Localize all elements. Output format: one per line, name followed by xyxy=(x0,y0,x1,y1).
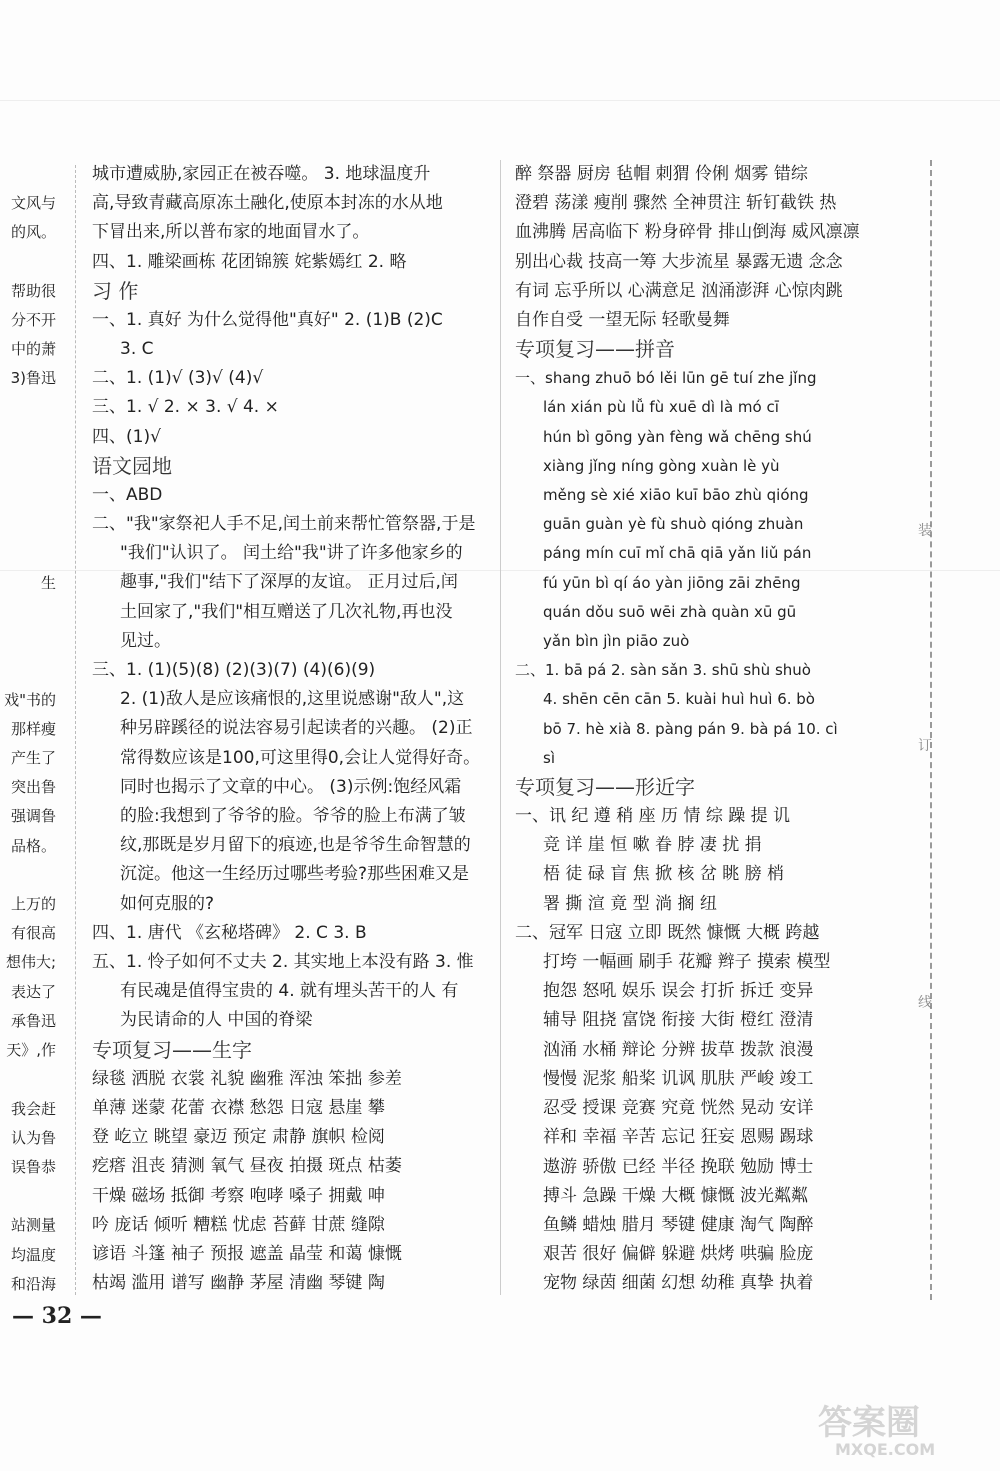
left-fragment-line xyxy=(0,248,62,277)
left-fragment-line: 那样瘦 xyxy=(10,719,56,738)
answer-line: 常得数应该是100,可这里得0,会让人觉得好奇。 xyxy=(120,747,481,768)
left-fragment-line xyxy=(0,598,62,627)
answer-line: 祥和 幸福 辛苦 忘记 狂妄 恩赐 踢球 xyxy=(543,1127,814,1148)
middle-column-divider xyxy=(500,160,501,1295)
answer-line: 打垮 一幅画 刷手 花瓣 辫子 摸索 模型 xyxy=(543,952,831,973)
answer-line: xiàng jǐng níng gòng xuàn lè yù xyxy=(543,456,780,475)
answer-line: 为民请命的人 中国的脊梁 xyxy=(120,1010,313,1031)
answer-line: 抱怨 怒吼 娱乐 误会 打折 拆迁 变异 xyxy=(543,981,814,1002)
answer-line: 搏斗 急躁 干燥 大概 慷慨 波光粼粼 xyxy=(543,1185,809,1206)
answer-line: 同时也揭示了文章的中心。 (3)示例:饱经风霜 xyxy=(120,776,462,797)
left-fragment-line: 误鲁恭 xyxy=(10,1157,56,1176)
left-fragment-line: 想伟大; xyxy=(5,953,56,972)
answer-line: 城市遭威胁,家园正在被吞噬。 3. 地球温度升 xyxy=(92,164,431,184)
answer-line: měng sè xié xiāo kuī bāo zhù qióng xyxy=(543,486,809,505)
answer-line: "我们"认识了。 闰土给"我"讲了许多他家乡的 xyxy=(120,543,463,564)
middle-answer-column xyxy=(92,160,482,1298)
answer-line: 一、讯 纪 遵 稍 座 历 情 综 躁 提 讥 xyxy=(515,806,791,827)
answer-line: 醉 祭器 厨房 毡帽 刺猬 伶俐 烟雾 错综 xyxy=(515,164,808,184)
answer-line: 慢慢 泥浆 船桨 讥讽 肌肤 严峻 竣工 xyxy=(543,1068,814,1089)
left-fragment-line: 和沿海 xyxy=(10,1274,56,1293)
left-fragment-line: 认为鲁 xyxy=(10,1128,56,1147)
watermark-logo: 答案圈 xyxy=(818,1403,920,1443)
answer-line: 遨游 骄傲 已经 半径 挽联 勉励 博士 xyxy=(543,1156,814,1177)
left-fragment-line xyxy=(0,1065,62,1094)
answer-line: 有词 忘乎所以 心满意足 汹涌澎湃 心惊肉跳 xyxy=(515,280,843,301)
answer-line: 艰苦 很好 偏僻 躲避 烘烤 哄骗 脸庞 xyxy=(543,1244,814,1265)
answer-line: 登 屹立 眺望 豪迈 预定 肃静 旗帜 检阅 xyxy=(92,1127,385,1148)
answer-line: 趣事,"我们"结下了深厚的友谊。 正月过后,闰 xyxy=(120,572,458,593)
left-fragment-line: 分不开 xyxy=(10,311,56,330)
answer-line: 3. C xyxy=(120,339,154,360)
binding-mark-zhuang: 装 xyxy=(918,523,932,539)
left-fragment-line xyxy=(0,160,62,189)
left-fragment-line: 生 xyxy=(40,573,56,592)
left-fragment-line: 突出鲁 xyxy=(10,778,56,797)
answer-line: sì xyxy=(543,748,555,767)
section-heading: 专项复习——生字 xyxy=(92,1037,252,1062)
answer-line: 有民魂是值得宝贵的 4. 就有埋头苦干的人 有 xyxy=(120,981,459,1002)
answer-line: 沉淀。他这一生经历过哪些考验?那些困难又是 xyxy=(120,864,470,885)
left-fragment-line: 的风。 xyxy=(10,223,56,242)
left-fragment-line: 帮助很 xyxy=(10,281,56,300)
left-fragment-line xyxy=(0,627,62,656)
left-fragment-line: 产生了 xyxy=(10,749,56,768)
answer-line: 别出心裁 技高一筹 大步流星 暴露无遗 念念 xyxy=(515,251,843,272)
left-fragment-line xyxy=(0,540,62,569)
answer-line: yǎn bìn jìn piāo zuò xyxy=(543,632,690,651)
answer-line: 4. shēn cēn cān 5. kuài huì huì 6. bò xyxy=(543,690,815,709)
left-fragment-line: 表达了 xyxy=(10,982,56,1001)
top-faint-rule xyxy=(0,100,1000,101)
left-fragment-line: 均温度 xyxy=(10,1245,56,1264)
answer-line: 四、(1)√ xyxy=(92,426,161,447)
answer-line: 一、shang zhuō bó lěi lūn gē tuí zhe jǐng xyxy=(515,369,817,388)
answer-line: 四、1. 雕梁画栋 花团锦簇 姹紫嫣红 2. 略 xyxy=(92,251,407,272)
answer-line: 血沸腾 居高临下 粉身碎骨 排山倒海 威风凛凛 xyxy=(515,222,860,243)
answer-line: 吟 庞话 倾听 糟糕 忧虑 苔藓 甘蔗 缝隙 xyxy=(92,1214,385,1235)
answer-line: fú yūn bì qí áo yàn jiōng zāi zhēng xyxy=(543,573,801,592)
answer-line: 见过。 xyxy=(120,630,171,651)
answer-line: lán xián pù lǚ fù xuē dì là mó cī xyxy=(543,398,779,417)
left-fragment-line xyxy=(0,423,62,452)
answer-line: hún bì gōng yàn fèng wǎ chēng shú xyxy=(543,427,812,446)
left-fragment-line: 有很高 xyxy=(10,924,56,943)
binding-mark-ding: 订 xyxy=(918,738,932,754)
answer-line: 三、1. √ 2. × 3. √ 4. × xyxy=(92,397,279,418)
answer-line: 一、1. 真好 为什么觉得他"真好" 2. (1)B (2)C xyxy=(92,309,443,330)
left-column-divider xyxy=(75,165,76,1295)
left-fragment-line xyxy=(0,656,62,685)
answer-line: 四、1. 唐代 《玄秘塔碑》 2. C 3. B xyxy=(92,922,367,943)
section-heading: 专项复习——拼音 xyxy=(515,337,675,362)
answer-line: guān guàn yè fù shuò qióng zhuàn xyxy=(543,515,804,534)
left-fragment-line: 文风与 xyxy=(10,194,56,213)
answer-line: 三、1. (1)(5)(8) (2)(3)(7) (4)(6)(9) xyxy=(92,660,376,681)
answer-line: 单薄 迷蒙 花蕾 衣襟 愁怨 日寇 悬崖 攀 xyxy=(92,1097,385,1118)
left-fragment-line: 天》,作 xyxy=(6,1041,56,1060)
answer-line: páng mín cuī mǐ chā qiā yǎn liǔ pán xyxy=(543,544,812,563)
section-heading: 专项复习——形近字 xyxy=(515,775,695,800)
left-fragment-line xyxy=(0,452,62,481)
answer-line: 鱼鳞 蜡烛 腊月 琴键 健康 淘气 陶醉 xyxy=(543,1214,814,1235)
section-heading: 语文园地 xyxy=(92,453,172,478)
answer-line: 种另辟蹊径的说法容易引起读者的兴趣。 (2)正 xyxy=(120,718,473,739)
left-fragment-line: 戏"书的 xyxy=(4,690,56,709)
answer-line: 忍受 授课 竞赛 究竟 恍然 晃动 安详 xyxy=(543,1098,814,1119)
answer-line: 梧 徒 碌 盲 焦 掀 核 岔 眺 膀 梢 xyxy=(543,864,785,885)
answer-line: 干燥 磁场 抵御 考察 咆哮 嗓子 拥戴 呻 xyxy=(92,1185,385,1206)
answer-line: 一、ABD xyxy=(92,484,163,505)
answer-line: 高,导致青藏高原冻土融化,使原本封冻的水从地 xyxy=(92,193,443,214)
page-number: — 32 — xyxy=(12,1303,102,1329)
watermark-url: MXQE.COM xyxy=(835,1440,936,1459)
answer-line: 二、1. (1)√ (3)√ (4)√ xyxy=(92,368,264,389)
left-fragment-line: 强调鲁 xyxy=(10,807,56,826)
left-fragment-line: 品格。 xyxy=(10,836,56,855)
answer-line: 土回家了,"我们"相互赠送了几次礼物,再也没 xyxy=(120,601,453,622)
answer-line: 宠物 绿茵 细菌 幻想 幼稚 真挚 执着 xyxy=(543,1273,814,1294)
answer-line: 枯竭 滥用 谱写 幽静 茅屋 清幽 琴键 陶 xyxy=(92,1273,385,1294)
answer-line: 疙瘩 沮丧 猜测 氧气 昼夜 拍摄 斑点 枯萎 xyxy=(92,1156,402,1177)
answer-line: 二、"我"家祭祀人手不足,闰土前来帮忙管祭器,于是 xyxy=(92,514,476,535)
answer-line: 二、1. bā pá 2. sàn sǎn 3. shū shù shuò xyxy=(515,661,811,680)
binding-dashed-line xyxy=(930,160,932,1300)
left-fragment-line: 上万的 xyxy=(10,895,56,914)
answer-line: 辅导 阻挠 富饶 衔接 大街 橙红 澄清 xyxy=(543,1010,814,1031)
answer-line: 如何克服的? xyxy=(120,893,215,914)
answer-line: 的脸:我想到了爷爷的脸。爷爷的脸上布满了皱 xyxy=(120,806,466,827)
answer-line: bō 7. hè xià 8. pàng pán 9. bà pá 10. cì xyxy=(543,719,838,738)
left-fragment-line xyxy=(0,861,62,890)
answer-line: 二、冠军 日寇 立即 既然 慷慨 大概 跨越 xyxy=(515,922,820,943)
answer-line: 汹涌 水桶 辩论 分辨 拔草 拨款 浪漫 xyxy=(543,1039,814,1060)
answer-line: 下冒出来,所以普布家的地面冒水了。 xyxy=(92,222,370,243)
answer-line: 署 撕 渲 竟 型 淌 搁 纽 xyxy=(543,893,717,914)
answer-line: quán dǒu suō wēi zhà quàn xū gū xyxy=(543,602,797,621)
answer-line: 谚语 斗篷 袖子 预报 遮盖 晶莹 和蔼 慷慨 xyxy=(92,1243,402,1264)
left-column-fragment xyxy=(0,160,62,1299)
left-fragment-line: 站测量 xyxy=(10,1216,56,1235)
answer-line: 竞 详 崖 恒 嗽 眷 脖 凄 扰 捐 xyxy=(543,835,762,856)
right-answer-column xyxy=(515,160,908,1299)
left-fragment-line: 我会赶 xyxy=(10,1099,56,1118)
left-fragment-line xyxy=(0,510,62,539)
answer-line: 2. (1)敌人是应该痛恨的,这里说感谢"敌人",这 xyxy=(120,689,465,710)
answer-line: 绿毯 洒脱 衣裳 礼貌 幽雅 浑浊 笨拙 参差 xyxy=(92,1068,402,1089)
left-fragment-line: 3)鲁迅 xyxy=(10,369,56,388)
left-fragment-line xyxy=(0,394,62,423)
answer-line: 纹,那既是岁月留下的痕迹,也是爷爷生命智慧的 xyxy=(120,835,471,856)
answer-line: 澄碧 荡漾 瘦削 骤然 全神贯注 斩钉截铁 热 xyxy=(515,193,837,214)
left-fragment-line: 中的萧 xyxy=(10,340,56,359)
answer-line: 五、1. 怜子如何不丈夫 2. 其实地上本没有路 3. 惟 xyxy=(92,952,474,973)
left-fragment-line xyxy=(0,481,62,510)
answer-line: 自作自受 一望无际 轻歌曼舞 xyxy=(515,310,730,331)
left-fragment-line: 承鲁迅 xyxy=(10,1011,56,1030)
section-heading: 习 作 xyxy=(92,278,139,303)
left-fragment-line xyxy=(0,1182,62,1211)
binding-mark-xian: 线 xyxy=(918,995,932,1011)
